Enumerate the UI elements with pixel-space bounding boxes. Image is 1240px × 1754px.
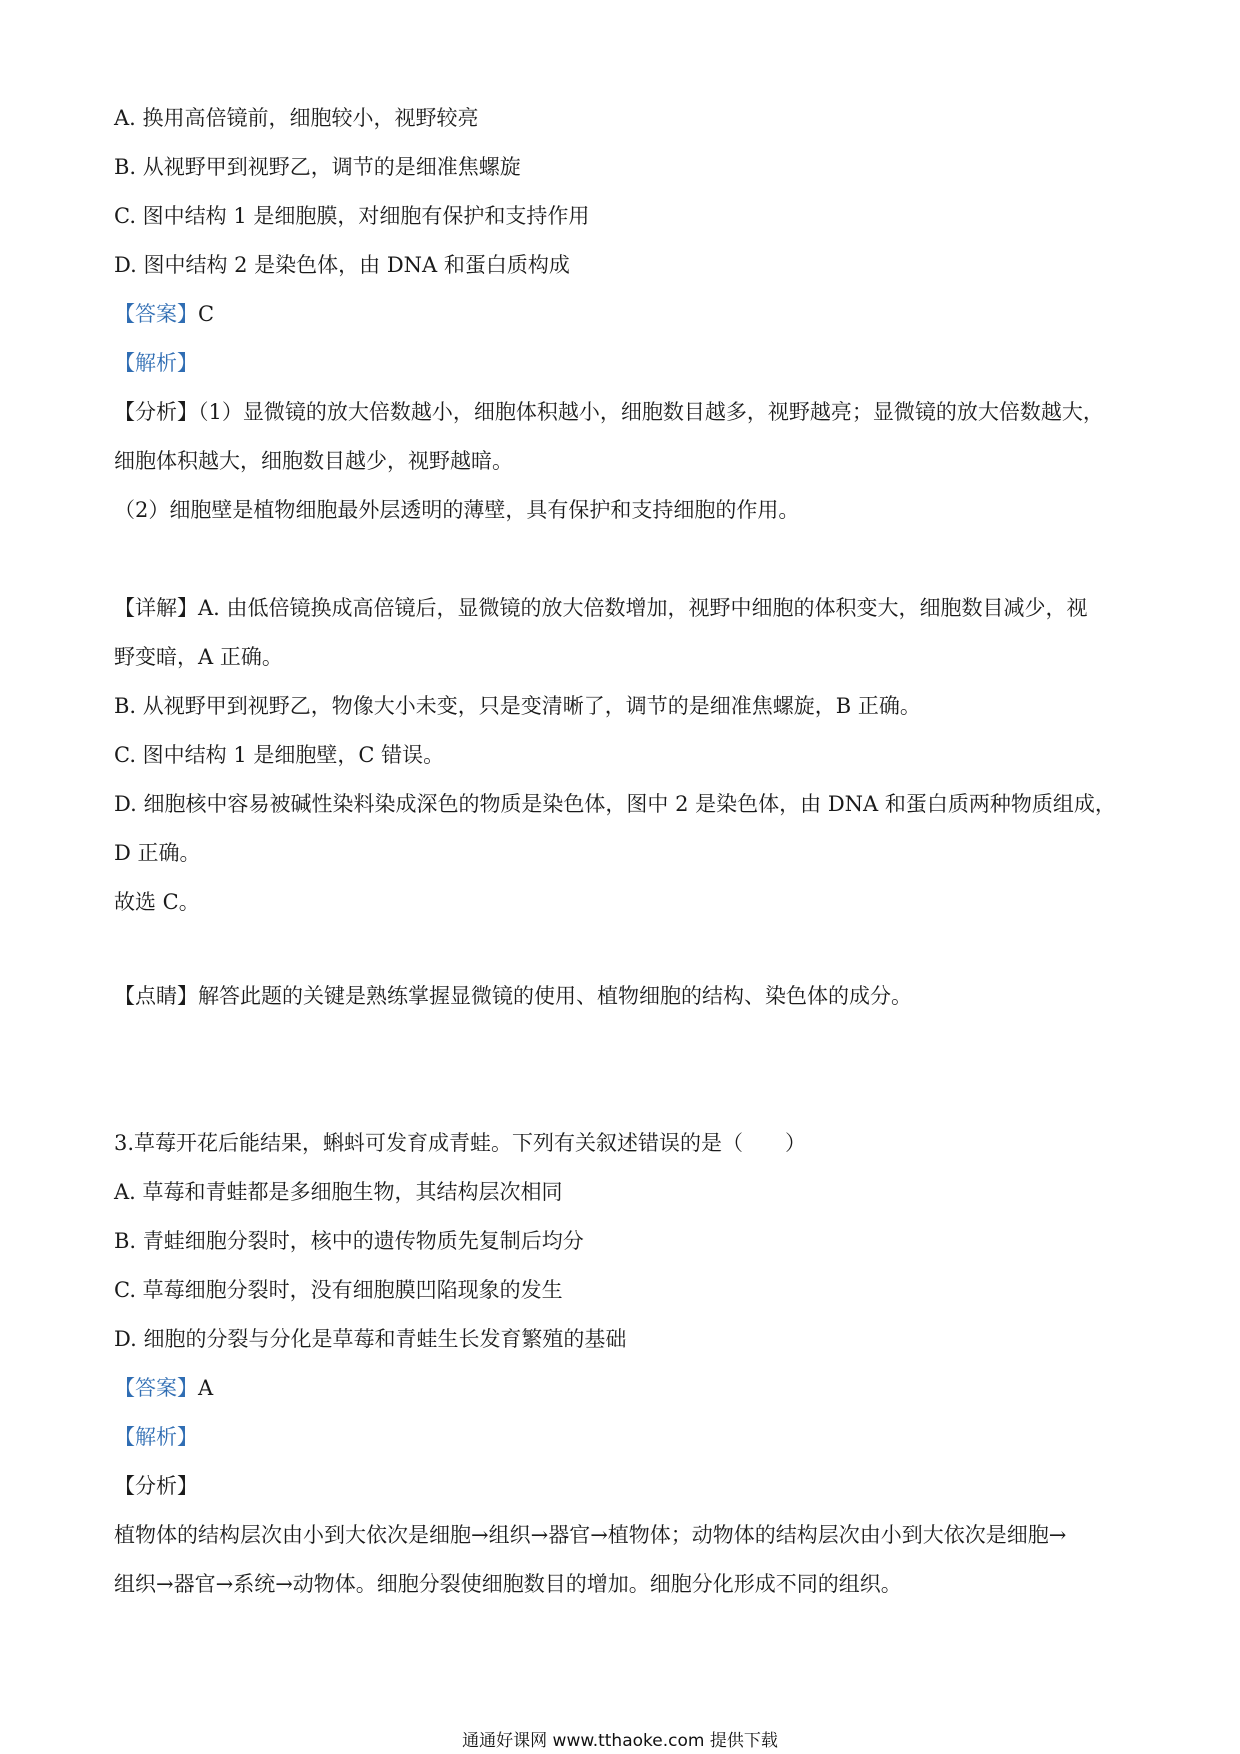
q2-option-a: A. 换用高倍镜前，细胞较小，视野较亮 <box>114 106 479 130</box>
answer-value: C <box>198 302 215 326</box>
dianjing-label: 【点睛】 <box>114 984 198 1008</box>
q3-option-c: C. 草莓细胞分裂时，没有细胞膜凹陷现象的发生 <box>114 1278 563 1302</box>
q2-xiangjie-line-5: D. 细胞核中容易被碱性染料染成深色的物质是染色体，图中 2 是染色体，由 DNA 和蛋白质两种物质组成， <box>114 792 1116 816</box>
q2-answer <box>114 299 214 329</box>
xiangjie-text: A. 由低倍镜换成高倍镜后，显微镜的放大倍数增加，视野中细胞的体积变大，细胞数目减少，视 <box>198 596 1088 620</box>
q2-fenxi-line-2: 细胞体积越大，细胞数目越少，视野越暗。 <box>114 449 513 473</box>
dianjing-text: 解答此题的关键是熟练掌握显微镜的使用、植物细胞的结构、染色体的成分。 <box>198 984 912 1008</box>
q3-option-a: A. 草莓和青蛙都是多细胞生物，其结构层次相同 <box>114 1180 563 1204</box>
q3-option-d: D. 细胞的分裂与分化是草莓和青蛙生长发育繁殖的基础 <box>114 1327 627 1351</box>
q2-option-c: C. 图中结构 1 是细胞膜，对细胞有保护和支持作用 <box>114 204 590 228</box>
q2-fenxi-line-1 <box>114 397 1104 427</box>
q3-fenxi-line-1: 植物体的结构层次由小到大依次是细胞→组织→器官→植物体；动物体的结构层次由小到大依次是细胞→ <box>114 1523 1067 1547</box>
q2-xiangjie-line-7: 故选 C。 <box>114 890 200 914</box>
q2-xiangjie-line-2: 野变暗，A 正确。 <box>114 645 283 669</box>
fenxi-label: 【分析】 <box>114 400 198 424</box>
q3-option-b: B. 青蛙细胞分裂时，核中的遗传物质先复制后均分 <box>114 1229 584 1253</box>
q2-xiangjie-line-4: C. 图中结构 1 是细胞壁，C 错误。 <box>114 743 445 767</box>
q3-analysis-tag: 【解析】 <box>114 1425 198 1449</box>
q2-fenxi-line-3: （2）细胞壁是植物细胞最外层透明的薄壁，具有保护和支持细胞的作用。 <box>114 498 800 522</box>
q2-option-b: B. 从视野甲到视野乙，调节的是细准焦螺旋 <box>114 155 521 179</box>
q3-fenxi-label: 【分析】 <box>114 1474 198 1498</box>
q3-stem: 3.草莓开花后能结果，蝌蚪可发育成青蛙。下列有关叙述错误的是（ ） <box>114 1131 807 1155</box>
q3-answer <box>114 1373 213 1403</box>
q2-dianjing <box>114 981 912 1011</box>
fenxi-text: （1）显微镜的放大倍数越小，细胞体积越小，细胞数目越多，视野越亮；显微镜的放大倍数越大， <box>198 400 1104 424</box>
q2-xiangjie-line-3: B. 从视野甲到视野乙，物像大小未变，只是变清晰了，调节的是细准焦螺旋，B 正确。 <box>114 694 921 718</box>
answer-tag: 【答案】 <box>114 1376 198 1400</box>
xiangjie-label: 【详解】 <box>114 596 198 620</box>
answer-value: A <box>198 1376 214 1400</box>
q2-xiangjie-line-1 <box>114 593 1088 623</box>
page-footer: 通通好课网 www.tthaoke.com 提供下载 <box>462 1731 778 1751</box>
q2-option-d: D. 图中结构 2 是染色体，由 DNA 和蛋白质构成 <box>114 253 570 277</box>
q2-analysis-tag: 【解析】 <box>114 351 198 375</box>
q2-xiangjie-line-6: D 正确。 <box>114 841 201 865</box>
q3-fenxi-line-2: 组织→器官→系统→动物体。细胞分裂使细胞数目的增加。细胞分化形成不同的组织。 <box>114 1572 902 1596</box>
answer-tag: 【答案】 <box>114 302 198 326</box>
